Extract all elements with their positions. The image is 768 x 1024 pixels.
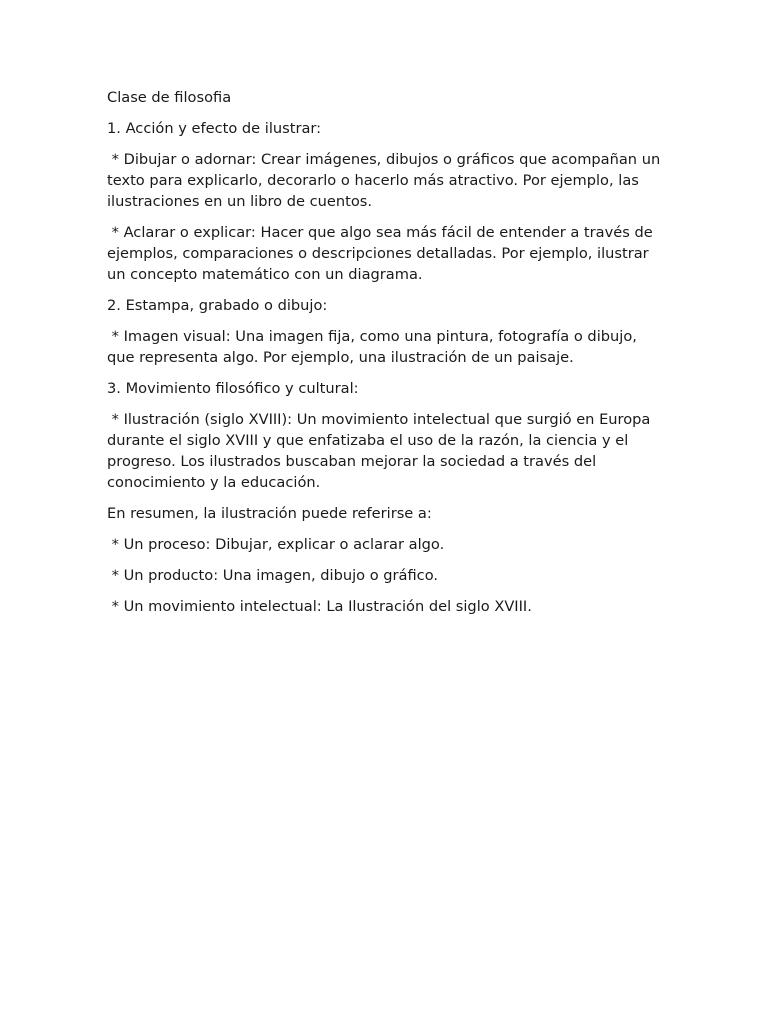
document-page [107, 88, 667, 629]
summary-intro: En resumen, la ilustración puede referirse a: [107, 504, 432, 522]
bullet-paragraph: * Aclarar o explicar: Hacer que algo sea más fácil de entender a través de ejemplos, comparaciones o descripciones detalladas. Por ejemplo, ilustrar un concepto matemático con un diagrama. [107, 224, 658, 283]
document-title: Clase de filosofia [107, 89, 232, 106]
section-heading-1: 1. Acción y efecto de ilustrar: [107, 120, 322, 138]
section-heading-3: 3. Movimiento filosófico y cultural: [107, 380, 359, 398]
bullet-paragraph: * Dibujar o adornar: Crear imágenes, dibujos o gráficos que acompañan un texto para explicarlo, decorarlo o hacerlo más atractivo. Por ejemplo, las ilustraciones en un libro de cuentos. [107, 151, 665, 210]
bullet-paragraph: * Imagen visual: Una imagen fija, como una pintura, fotografía o dibujo, que representa algo. Por ejemplo, una ilustración de un paisaje. [107, 328, 642, 366]
summary-bullet: * Un proceso: Dibujar, explicar o aclarar algo. [107, 536, 445, 554]
summary-bullet: * Un movimiento intelectual: La Ilustración del siglo XVIII. [107, 598, 532, 616]
bullet-paragraph: * Ilustración (siglo XVIII): Un movimiento intelectual que surgió en Europa durante el siglo XVIII y que enfatizaba el uso de la razón, la ciencia y el progreso. Los ilustrados buscaban mejorar la sociedad a través del conocimiento y la educación. [107, 411, 655, 491]
summary-bullet: * Un producto: Una imagen, dibujo o gráfico. [107, 567, 439, 585]
section-heading-2: 2. Estampa, grabado o dibujo: [107, 296, 328, 314]
